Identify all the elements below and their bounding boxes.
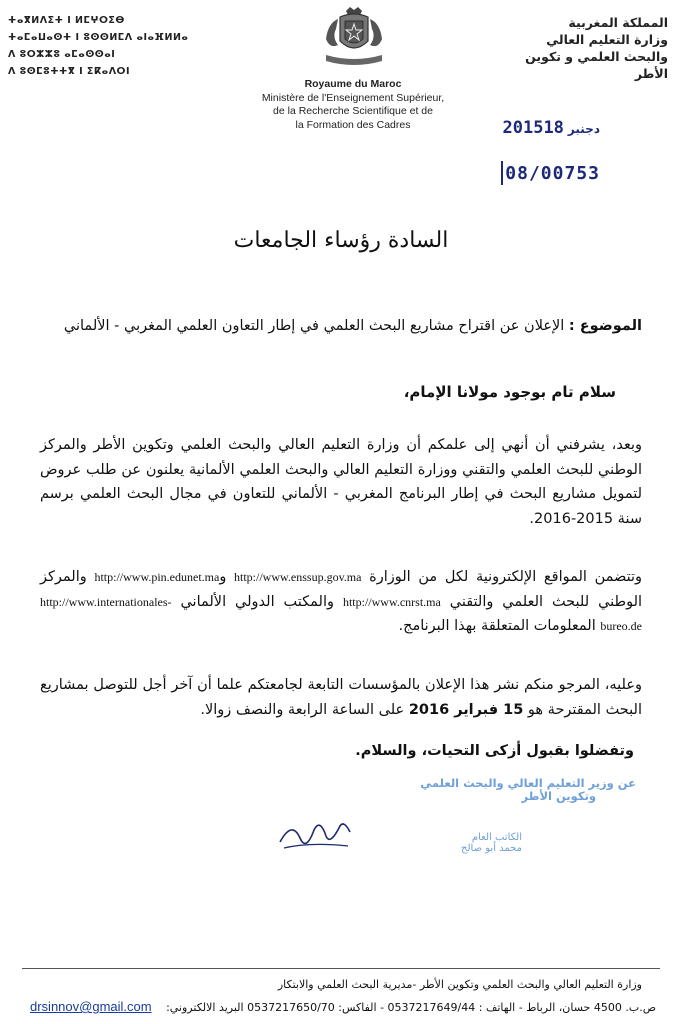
tifinagh-line: ⵜⴰⴳⵍⴷⵉⵜ ⵏ ⵍⵎⵖⵔⵉⴱ [8,15,125,26]
pin-url-link[interactable]: http://www.pin.edunet.ma [94,570,220,584]
subject-text: الإعلان عن اقتراح مشاريع البحث العلمي في إطار التعاون العلمي المغربي - الألماني [63,318,569,334]
footer-directorate: وزارة التعليم العالي والبحث العلمي وتكوين الأطر -مديرية البحث العلمي والابتكار [277,978,642,991]
paragraph-deadline [40,673,642,722]
tifinagh-header [8,12,189,80]
handwritten-signature [270,812,360,862]
footer-divider [22,968,660,969]
paragraph-announcement: وبعد، يشرفني أن أنهي إلى علمكم أن وزارة التعليم العالي والبحث العلمي وتكوين الأطر والمركز الوطني للبحث العلمي والتقني ووزارة التعليم العالي والبحث العلمي الألمانية يعلنون عن طلب عروض لتمويل مشاريع البحث في إطار البرنامج المغربي - الألماني للتعاون في مجال البحث العلمي برسم سنة 2015-2016. [40,437,642,527]
subject-line [64,318,642,334]
greeting: سلام تام بوجود مولانا الإمام، [403,383,616,401]
signature-stamp-line: عن وزير التعليم العالي والبحث العلمي [420,776,636,790]
email-link[interactable]: drsinnov@gmail.com [30,999,152,1014]
deadline-text: على الساعة الرابعة والنصف زوالا. [200,701,409,718]
ministry-line: de la Recherche Scientifique et de [273,105,433,117]
ministry-line: Ministère de l'Enseignement Supérieur, [261,91,445,104]
signature-stamp [420,777,636,803]
signature-stamp-line: وتكوين الأطر [521,789,596,803]
stamp-year: 2015 [502,118,544,138]
signatory-name: محمد أبو صالح [461,843,522,854]
addressee: السادة رؤساء الجامعات [233,228,449,253]
websites-text: و [219,569,227,585]
cnrst-url-link[interactable]: http://www.cnrst.ma [342,594,441,609]
royal-emblem-icon [318,5,390,69]
subject-label: الموضوع : [568,318,642,334]
closing-line: وتفضلوا بقبول أزكى التحيات، والسلام. [355,743,634,759]
ministry-line: la Formation des Cadres [295,118,411,131]
websites-text: المعلومات المتعلقة بهذا البرنامج. [398,618,596,634]
deadline-date: 15 فبراير 2016 [408,701,524,718]
deadline-text: وعليه، المرجو منكم نشر هذا الإعلان بالمؤسسات التابعة لجامعتكم علما أن آخر أجل للتوصل بمشاريع البحث المقترحة هو [40,677,642,718]
stamp-month: دجنبر [567,122,600,136]
paragraph-websites [40,565,642,639]
date-stamp [502,118,604,138]
signatory [461,832,522,854]
websites-text: والمركز الوطني للبحث العلمي والتقني [40,569,643,610]
arabic-header [498,14,668,82]
tifinagh-line: ⵜⴰⵎⴰⵡⴰⵙⵜ ⵏ ⵓⵙⵙⵍⵎⴷ ⴰⵏⴰⴼⵍⵍⴰ [8,32,189,43]
kingdom-name: Royaume du Maroc [304,78,402,90]
websites-text: والمكتب الدولي الألماني [180,593,334,610]
arabic-header-line: والبحث العلمي و تكوين الأطر [525,49,668,81]
arabic-header-line: وزارة التعليم العالي [546,32,668,47]
footer-contact: ص.ب. 4500 حسان، الرباط - الهاتف : 0537217649/44 - الفاكس: 0537217650/70 البريد الالكتروني: [166,1001,656,1014]
german-bureau-url-link[interactable]: http://www.internationales-bureo.de [40,594,642,633]
reference-number: 08/00753 [505,163,600,184]
signatory-title: الكاتب العام [471,832,522,843]
tifinagh-line: ⴷ ⵓⵔⵣⵣⵓ ⴰⵎⴰⵙⵙⴰⵏ [8,49,116,60]
ministry-url-link[interactable]: http://www.enssup.gov.ma [234,570,362,584]
websites-text: وتتضمن المواقع الإلكترونية لكل من الوزارة [369,569,643,585]
arabic-header-line: المملكة المغربية [568,15,668,30]
stamp-day: 18 [543,118,564,138]
reference-stamp [505,163,600,184]
french-header [240,78,466,132]
tifinagh-line: ⴷ ⵓⵙⵎⵓⵜⵜⴳ ⵏ ⵉⴽⴰⴷⵔⵏ [8,66,131,77]
